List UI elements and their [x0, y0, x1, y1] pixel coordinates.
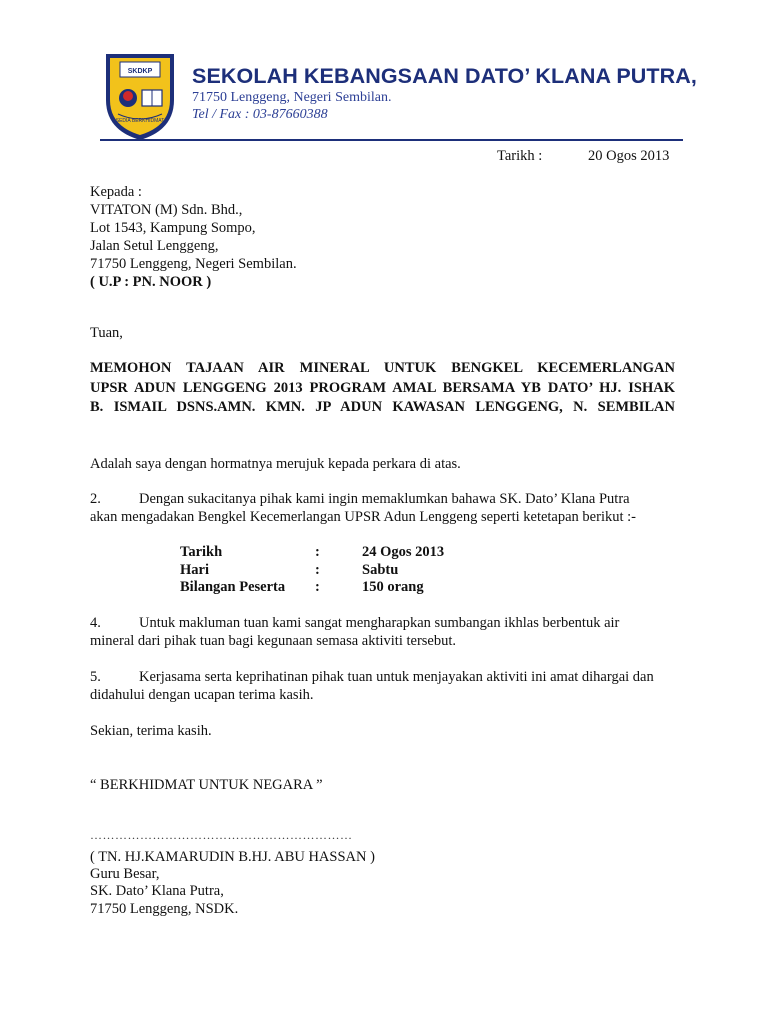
school-address: 71750 Lenggeng, Negeri Sembilan. — [192, 90, 392, 105]
recipient-to-label: Kepada : — [90, 184, 142, 200]
recipient-line: 71750 Lenggeng, Negeri Sembilan. — [90, 256, 297, 272]
paragraph-5-line-2: didahului dengan ucapan terima kasih. — [90, 687, 314, 703]
paragraph-number: 5. — [90, 669, 101, 685]
detail-value: 24 Ogos 2013 — [362, 544, 445, 560]
detail-separator: : — [315, 579, 320, 595]
paragraph-text: Untuk makluman tuan kami sangat mengharapkan sumbangan ikhlas berbentuk air — [139, 615, 620, 631]
subject-line: MEMOHON TAJAAN AIR MINERAL UNTUK BENGKEL KECEMERLANGAN — [90, 360, 675, 376]
subject-line: B. ISMAIL DSNS.AMN. KMN. JP ADUN KAWASAN LENGGENG, N. SEMBILAN — [90, 399, 675, 415]
signatory-name: ( TN. HJ.KAMARUDIN B.HJ. ABU HASSAN ) — [90, 849, 375, 865]
signature-line: ……………………………………………………… — [90, 828, 353, 842]
detail-value: Sabtu — [362, 562, 399, 578]
motto: “ BERKHIDMAT UNTUK NEGARA ” — [90, 777, 323, 793]
crest-motto: SEDIA BERKHIDMAT — [115, 118, 165, 124]
recipient-line: Jalan Setul Lenggeng, — [90, 238, 219, 254]
detail-label: Bilangan Peserta — [180, 579, 286, 595]
subject-line: UPSR ADUN LENGGENG 2013 PROGRAM AMAL BERSAMA YB DATO’ HJ. ISHAK — [90, 379, 675, 396]
subject-heading — [90, 359, 675, 418]
signatory-school: SK. Dato’ Klana Putra, — [90, 883, 224, 899]
school-crest-icon — [102, 50, 178, 142]
school-tel-fax: Tel / Fax : 03-87660388 — [192, 107, 328, 122]
paragraph-2-line-1 — [90, 490, 630, 508]
salutation: Tuan, — [90, 325, 123, 341]
signatory-address: 71750 Lenggeng, NSDK. — [90, 901, 239, 917]
detail-separator: : — [315, 544, 320, 560]
paragraph-2-line-2: akan mengadakan Bengkel Kecemerlangan UPSR Adun Lenggeng seperti ketetapan berikut :- — [90, 509, 636, 525]
paragraph-number: 4. — [90, 615, 101, 631]
intro-paragraph: Adalah saya dengan hormatnya merujuk kepada perkara di atas. — [90, 456, 461, 472]
recipient-line: Lot 1543, Kampung Sompo, — [90, 220, 256, 236]
detail-label: Tarikh — [180, 544, 223, 560]
paragraph-number: 2. — [90, 491, 101, 507]
detail-separator: : — [315, 562, 320, 578]
recipient-block — [90, 183, 297, 291]
paragraph-4-line-2: mineral dari pihak tuan bagi kegunaan semasa aktiviti tersebut. — [90, 633, 457, 649]
detail-value: 150 orang — [362, 579, 424, 595]
paragraph-text: Dengan sukacitanya pihak kami ingin memaklumkan bahawa SK. Dato’ Klana Putra — [139, 491, 630, 507]
letterhead-divider — [100, 139, 683, 141]
recipient-attention: ( U.P : PN. NOOR ) — [90, 274, 212, 290]
date-label: Tarikh : — [497, 148, 543, 164]
date-value: 20 Ogos 2013 — [588, 148, 670, 164]
school-name: SEKOLAH KEBANGSAAN DATO’ KLANA PUTRA, — [192, 64, 697, 88]
paragraph-5-line-1 — [90, 668, 654, 686]
paragraph-4-line-1 — [90, 614, 619, 632]
closing-line: Sekian, terima kasih. — [90, 723, 212, 739]
signatory-title: Guru Besar, — [90, 866, 160, 882]
crest-text: SKDKP — [127, 68, 153, 75]
paragraph-text: Kerjasama serta keprihatinan pihak tuan untuk menjayakan aktiviti ini amat dihargai dan — [139, 669, 654, 685]
detail-label: Hari — [180, 562, 209, 578]
recipient-line: VITATON (M) Sdn. Bhd., — [90, 202, 243, 218]
